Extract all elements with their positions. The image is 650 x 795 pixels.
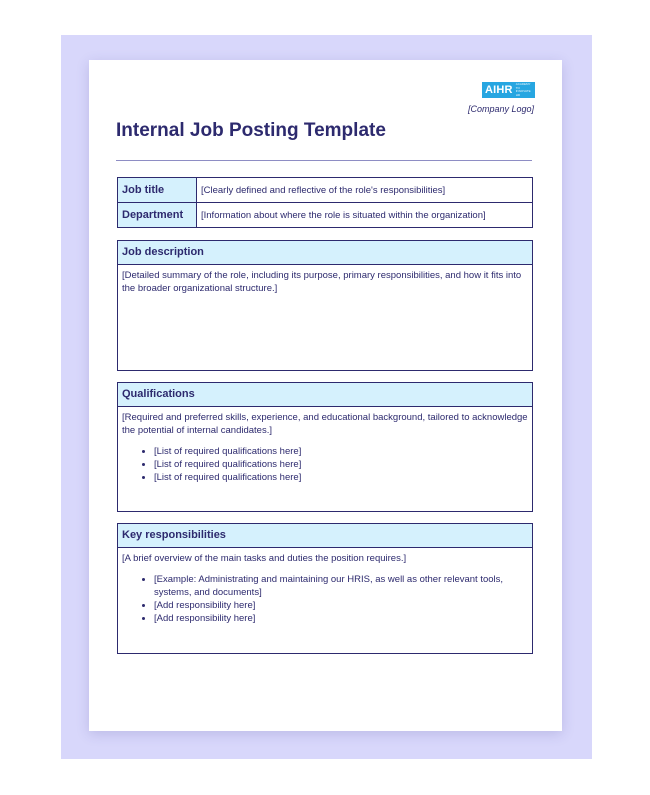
logo-subtext: ACADEMY TO INNOVATE HR <box>515 82 531 97</box>
job-title-value[interactable]: [Clearly defined and reflective of the role's responsibilities] <box>197 178 533 203</box>
logo-text: AIHR <box>485 84 513 96</box>
job-description-section <box>117 240 533 371</box>
job-description-text[interactable]: [Detailed summary of the role, including its purpose, primary responsibilities, and how it fits into the broader organizational structure.] <box>122 270 522 294</box>
list-item: • [List of required qualifications here] <box>154 458 528 471</box>
qualifications-section <box>117 382 533 512</box>
qualifications-text: [Required and preferred skills, experience, and educational background, tailored to acknowledge the potential of internal candidates.] <box>122 412 528 436</box>
list-item: • [Example: Administrating and maintaining our HRIS, as well as other relevant tools, systems, and documents] <box>154 573 528 599</box>
page-title: Internal Job Posting Template <box>116 120 386 141</box>
key-responsibilities-section <box>117 523 533 654</box>
job-info-table <box>117 177 533 228</box>
job-title-label: Job title <box>118 178 197 203</box>
key-responsibilities-text: [A brief overview of the main tasks and duties the position requires.] <box>122 553 407 564</box>
table-row <box>118 203 533 228</box>
key-responsibilities-body[interactable] <box>118 548 532 629</box>
title-divider <box>116 160 532 161</box>
department-value[interactable]: [Information about where the role is situated within the organization] <box>197 203 533 228</box>
list-item: • [List of required qualifications here] <box>154 471 528 484</box>
qualifications-heading: Qualifications <box>118 383 532 407</box>
table-row <box>118 178 533 203</box>
list-item: • [List of required qualifications here] <box>154 445 528 458</box>
department-label: Department <box>118 203 197 228</box>
job-description-heading: Job description <box>118 241 532 265</box>
logo-caption: [Company Logo] <box>467 104 534 114</box>
list-item: • [Add responsibility here] <box>154 612 528 625</box>
qualifications-list <box>122 445 528 484</box>
company-logo <box>482 82 535 98</box>
list-item: • [Add responsibility here] <box>154 599 528 612</box>
key-responsibilities-list <box>122 573 528 625</box>
qualifications-body[interactable] <box>118 407 532 488</box>
key-responsibilities-heading: Key responsibilities <box>118 524 532 548</box>
